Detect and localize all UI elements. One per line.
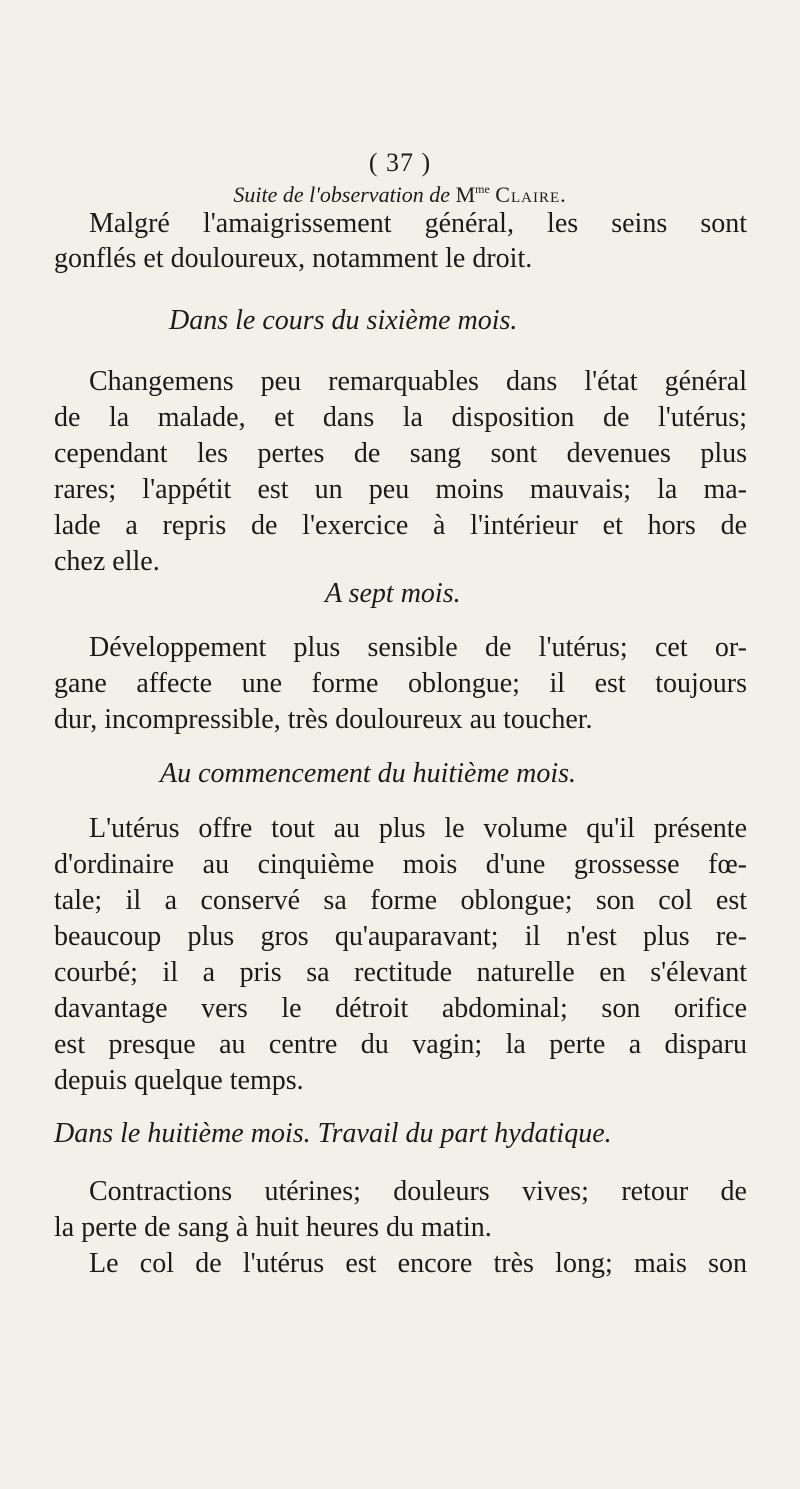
text-line: Changemens peu remarquables dans l'état général xyxy=(89,366,747,397)
text-line: Malgré l'amaigrissement général, les seins sont xyxy=(89,208,747,239)
text-line: courbé; il a pris sa rectitude naturelle en s'élevant xyxy=(54,957,747,988)
text-line: gonflés et douloureux, notamment le droit. xyxy=(54,243,533,274)
running-title-sup: me xyxy=(475,182,490,196)
text-line: gane affecte une forme oblongue; il est toujours xyxy=(54,668,747,699)
text-line: de la malade, et dans la disposition de l'utérus; xyxy=(54,402,747,433)
text-line: est presque au centre du vagin; la perte a disparu xyxy=(54,1029,747,1060)
text-line: rares; l'appétit est un peu moins mauvais; la ma- xyxy=(54,474,747,505)
text-line: depuis quelque temps. xyxy=(54,1065,304,1096)
text-line: beaucoup plus gros qu'auparavant; il n'est plus re- xyxy=(54,921,747,952)
page-number: ( 37 ) xyxy=(368,148,432,177)
section-heading: Dans le huitième mois. Travail du part hydatique. xyxy=(54,1118,612,1149)
text-line: Développement plus sensible de l'utérus; cet or- xyxy=(89,632,747,663)
text-line: davantage vers le détroit abdominal; son orifice xyxy=(54,993,747,1024)
section-heading: A sept mois. xyxy=(325,578,461,609)
running-title xyxy=(0,182,800,208)
running-title-name: Claire. xyxy=(495,182,567,207)
running-title-prefix: Suite de l'observation de xyxy=(233,182,451,207)
text-line: d'ordinaire au cinquième mois d'une grossesse fœ- xyxy=(54,849,747,880)
running-title-abbrev: M xyxy=(455,182,476,207)
section-heading: Au commencement du huitième mois. xyxy=(160,758,576,789)
text-line: chez elle. xyxy=(54,546,160,577)
text-line: Le col de l'utérus est encore très long; mais son xyxy=(89,1248,747,1279)
section-heading: Dans le cours du sixième mois. xyxy=(169,305,518,336)
text-line: Contractions utérines; douleurs vives; retour de xyxy=(89,1176,747,1207)
text-line: L'utérus offre tout au plus le volume qu'il présente xyxy=(89,813,747,844)
text-line: cependant les pertes de sang sont devenues plus xyxy=(54,438,747,469)
text-line: tale; il a conservé sa forme oblongue; son col est xyxy=(54,885,747,916)
text-line: dur, incompressible, très douloureux au toucher. xyxy=(54,704,593,735)
text-line: la perte de sang à huit heures du matin. xyxy=(54,1212,492,1243)
text-line: lade a repris de l'exercice à l'intérieur et hors de xyxy=(54,510,747,541)
